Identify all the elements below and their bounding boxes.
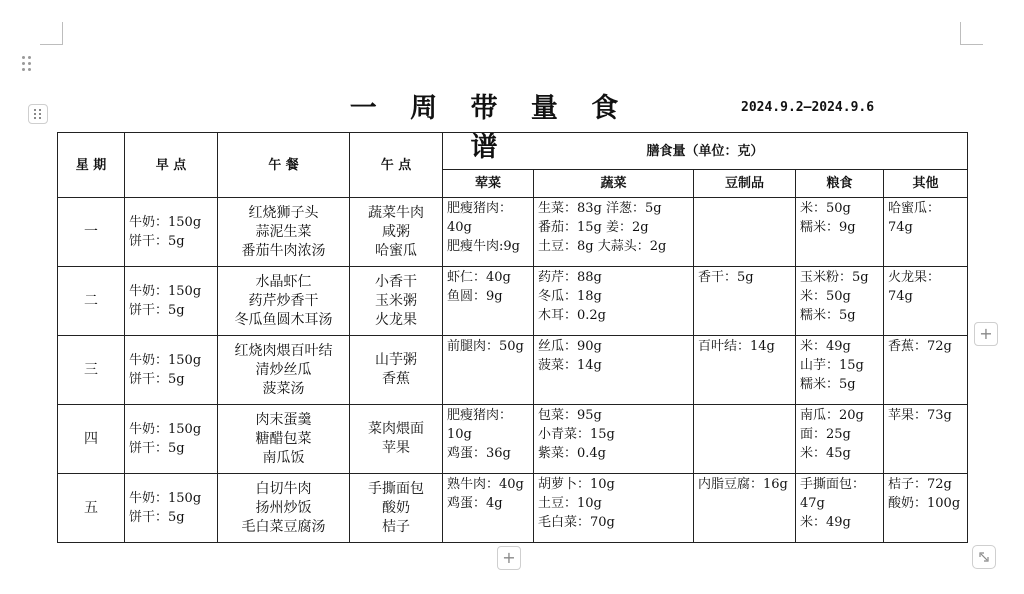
header-lunch: 午 餐 (218, 133, 350, 198)
cell-veg-line: 毛白菜：70g (538, 515, 615, 530)
cell-breakfast-line: 牛奶：150g (129, 422, 202, 437)
cell-veg-line: 小青菜：15g (538, 427, 615, 442)
cell-meat[interactable] (443, 474, 534, 543)
date-range: 2024.9.2—2024.9.6 (741, 100, 875, 115)
menu-body (58, 198, 968, 543)
cell-meat-line: 肥瘦牛肉:9g (447, 239, 520, 254)
cell-veg-line: 生菜：83g 洋葱：5g (538, 201, 662, 216)
cell-day[interactable]: 五 (58, 474, 125, 543)
cell-lunch-line: 清炒丝瓜 (255, 361, 312, 378)
cell-meat-line: 40g (447, 220, 472, 235)
cell-veg-line: 冬瓜：18g (538, 289, 602, 304)
header-other: 其他 (884, 170, 968, 198)
cell-veg-line: 丝瓜：90g (538, 339, 602, 354)
cell-lunch-line: 蒜泥生菜 (255, 223, 312, 240)
cell-other[interactable] (884, 336, 968, 405)
cell-grain-line: 米：49g (800, 515, 851, 530)
cell-meat-line: 前腿肉：50g (447, 339, 524, 354)
cell-grain-line: 玉米粉：5g (800, 270, 869, 285)
cell-grain-line: 山芋：15g (800, 358, 864, 373)
cell-veg-line: 药芹：88g (538, 270, 602, 285)
header-meat: 荤菜 (443, 170, 534, 198)
cell-snack[interactable] (350, 267, 443, 336)
cell-grain-line: 米：50g (800, 201, 851, 216)
cell-soy[interactable] (694, 405, 796, 474)
cell-day[interactable]: 二 (58, 267, 125, 336)
cell-grain[interactable] (796, 405, 884, 474)
cell-grain[interactable] (796, 267, 884, 336)
cell-veg-line: 番茄：15g 姜：2g (538, 220, 649, 235)
cell-grain-line: 糯米：9g (800, 220, 856, 235)
cell-grain-line: 糯米：5g (800, 308, 856, 323)
cell-lunch-line: 水晶虾仁 (255, 273, 312, 290)
cell-other-line: 苹果：73g (888, 408, 952, 423)
cell-veg[interactable] (534, 474, 694, 543)
cell-grain-line: 米：49g (800, 339, 851, 354)
cell-lunch[interactable] (218, 198, 350, 267)
cell-soy[interactable] (694, 198, 796, 267)
cell-lunch-line: 糖醋包菜 (255, 430, 312, 447)
cell-meat[interactable] (443, 336, 534, 405)
cell-breakfast[interactable] (125, 474, 218, 543)
page-corner-top-right (960, 22, 983, 45)
cell-other[interactable] (884, 267, 968, 336)
cell-breakfast[interactable] (125, 267, 218, 336)
cell-breakfast[interactable] (125, 405, 218, 474)
cell-veg-line: 木耳：0.2g (538, 308, 606, 323)
cell-other-line: 香蕉：72g (888, 339, 952, 354)
cell-breakfast-line: 饼干：5g (129, 510, 185, 525)
cell-grain-line: 糯米：5g (800, 377, 856, 392)
table-row (58, 198, 968, 267)
cell-other[interactable] (884, 405, 968, 474)
cell-grain-line: 47g (800, 496, 825, 511)
cell-grain-line: 南瓜：20g (800, 408, 864, 423)
cell-snack-line: 哈蜜瓜 (375, 242, 417, 259)
cell-snack-line: 山芋粥 (375, 352, 417, 368)
cell-other-line: 74g (888, 289, 913, 304)
cell-lunch[interactable] (218, 267, 350, 336)
cell-lunch-line: 红烧肉煨百叶结 (234, 342, 333, 359)
cell-veg[interactable] (534, 198, 694, 267)
cell-meat-line: 肥瘦猪肉： (447, 201, 513, 216)
table-resize-icon[interactable] (972, 545, 996, 569)
cell-veg-line: 土豆：8g 大蒜头：2g (538, 239, 667, 254)
cell-lunch-line: 白切牛肉 (255, 480, 312, 497)
cell-snack-line: 桔子 (382, 518, 410, 535)
header-grain: 粮食 (796, 170, 884, 198)
cell-day[interactable]: 三 (58, 336, 125, 405)
header-snack: 午 点 (350, 133, 443, 198)
table-row (58, 405, 968, 474)
cell-lunch-line: 红烧狮子头 (248, 204, 319, 221)
cell-breakfast-line: 饼干：5g (129, 441, 185, 456)
cell-lunch-line: 肉末蛋羹 (255, 411, 312, 428)
header-veg: 蔬菜 (534, 170, 694, 198)
cell-meat-line: 10g (447, 427, 472, 442)
cell-lunch-line: 番茄牛肉浓汤 (241, 242, 326, 259)
header-breakfast: 早 点 (125, 133, 218, 198)
cell-soy-line: 内脂豆腐：16g (698, 477, 788, 492)
cell-meat[interactable] (443, 198, 534, 267)
header-soy: 豆制品 (694, 170, 796, 198)
cell-soy-line: 百叶结：14g (698, 339, 775, 354)
cell-snack-line: 玉米粥 (375, 292, 417, 309)
cell-lunch[interactable] (218, 336, 350, 405)
cell-veg-line: 菠菜：14g (538, 358, 602, 373)
cell-meat-line: 鸡蛋：36g (447, 446, 511, 461)
cell-snack-line: 苹果 (382, 440, 410, 456)
cell-lunch-line: 扬州炒饭 (255, 499, 312, 516)
cell-snack[interactable] (350, 198, 443, 267)
cell-breakfast[interactable] (125, 198, 218, 267)
cell-lunch-line: 毛白菜豆腐汤 (241, 518, 326, 535)
table-move-handle-icon[interactable] (28, 104, 48, 124)
cell-meat[interactable] (443, 405, 534, 474)
cell-lunch-line: 南瓜饭 (262, 449, 305, 466)
page-corner-top-left (40, 22, 63, 45)
table-row (58, 267, 968, 336)
cell-breakfast-line: 饼干：5g (129, 234, 185, 249)
cell-snack[interactable] (350, 405, 443, 474)
cell-meat-line: 熟牛肉：40g (447, 477, 524, 492)
header-intake: 膳食量（单位：克） (443, 133, 968, 170)
cell-other-line: 火龙果： (888, 270, 941, 285)
cell-meat-line: 鸡蛋：4g (447, 496, 503, 511)
weekly-menu-table (57, 132, 968, 543)
cell-breakfast-line: 饼干：5g (129, 372, 185, 387)
cell-snack-line: 酸奶 (382, 499, 410, 516)
cell-meat-line: 鱼圆：9g (447, 289, 503, 304)
table-row (58, 474, 968, 543)
cell-snack-line: 火龙果 (375, 311, 417, 328)
cell-meat-line: 肥瘦猪肉： (447, 408, 513, 423)
document-title: 一 周 带 量 食 谱 (349, 93, 631, 163)
cell-lunch-line: 冬瓜鱼圆木耳汤 (234, 311, 333, 328)
cell-veg[interactable] (534, 336, 694, 405)
cell-other[interactable] (884, 198, 968, 267)
cell-other[interactable] (884, 474, 968, 543)
cell-lunch-line: 菠菜汤 (262, 380, 305, 397)
cell-breakfast-line: 牛奶：150g (129, 215, 202, 230)
cell-other-line: 74g (888, 220, 913, 235)
cell-snack-line: 香蕉 (382, 371, 410, 387)
cell-grain-line: 面：25g (800, 427, 851, 442)
cell-snack-line: 菜肉煨面 (368, 421, 424, 437)
cell-breakfast-line: 牛奶：150g (129, 491, 202, 506)
cell-meat-line: 虾仁：40g (447, 270, 511, 285)
cell-day[interactable]: 一 (58, 198, 125, 267)
cell-grain[interactable] (796, 336, 884, 405)
cell-soy[interactable] (694, 474, 796, 543)
cell-other-line: 哈蜜瓜： (888, 201, 941, 216)
cell-snack-line: 咸粥 (382, 223, 410, 240)
cell-veg-line: 包菜：95g (538, 408, 602, 423)
cell-breakfast[interactable] (125, 336, 218, 405)
cell-day[interactable]: 四 (58, 405, 125, 474)
cell-lunch[interactable] (218, 405, 350, 474)
add-column-button[interactable]: + (974, 322, 998, 346)
cell-lunch[interactable] (218, 474, 350, 543)
cell-veg[interactable] (534, 405, 694, 474)
cell-veg[interactable] (534, 267, 694, 336)
cell-grain[interactable] (796, 198, 884, 267)
cell-veg-line: 土豆：10g (538, 496, 602, 511)
cell-breakfast-line: 牛奶：150g (129, 284, 202, 299)
cell-grain[interactable] (796, 474, 884, 543)
cell-snack[interactable] (350, 474, 443, 543)
add-row-button[interactable]: + (497, 546, 521, 570)
block-drag-handle-icon[interactable] (22, 56, 32, 72)
table-row (58, 336, 968, 405)
cell-snack-line: 小香干 (375, 273, 417, 290)
cell-grain-line: 手撕面包： (800, 477, 866, 492)
cell-veg-line: 胡萝卜：10g (538, 477, 615, 492)
cell-lunch-line: 药芹炒香干 (248, 292, 319, 309)
header-day: 星 期 (58, 133, 125, 198)
cell-snack-line: 手撕面包 (368, 480, 424, 497)
cell-soy[interactable] (694, 267, 796, 336)
cell-snack[interactable] (350, 336, 443, 405)
cell-other-line: 酸奶：100g (888, 496, 961, 511)
cell-soy-line: 香干：5g (698, 270, 754, 285)
cell-breakfast-line: 牛奶：150g (129, 353, 202, 368)
cell-grain-line: 米：50g (800, 289, 851, 304)
cell-other-line: 桔子：72g (888, 477, 952, 492)
cell-grain-line: 米：45g (800, 446, 851, 461)
cell-snack-line: 蔬菜牛肉 (368, 204, 424, 221)
cell-soy[interactable] (694, 336, 796, 405)
cell-veg-line: 紫菜：0.4g (538, 446, 606, 461)
cell-breakfast-line: 饼干：5g (129, 303, 185, 318)
cell-meat[interactable] (443, 267, 534, 336)
